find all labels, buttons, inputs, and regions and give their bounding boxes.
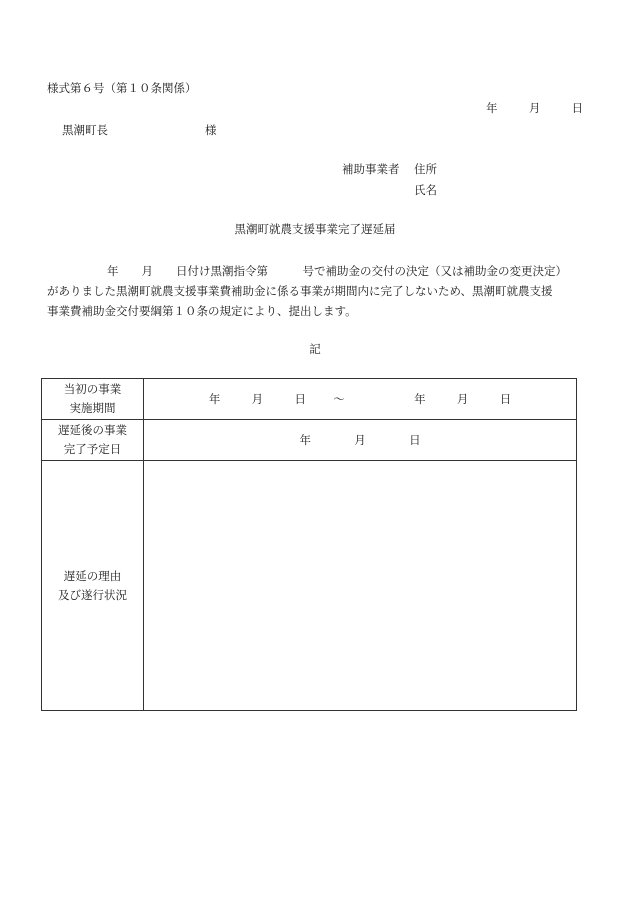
end-day: 日 — [499, 391, 512, 406]
delay-reason-field[interactable] — [144, 461, 577, 711]
ki-heading: 記 — [309, 342, 321, 356]
row-label-initial-period — [42, 379, 144, 420]
completion-month: 月 — [354, 432, 366, 447]
form-number: 様式第６号（第１０条関係） — [47, 81, 197, 95]
details-table — [41, 378, 577, 711]
completion-day: 日 — [409, 432, 421, 447]
document-title: 黒潮町就農支援事業完了遅延届 — [234, 222, 396, 236]
label-line: 完了予定日 — [63, 442, 122, 456]
end-month: 月 — [456, 391, 469, 406]
body-paragraph — [47, 261, 587, 321]
end-year: 年 — [414, 391, 426, 406]
completion-date-field[interactable] — [144, 420, 577, 461]
table-row — [42, 461, 577, 711]
row-label-completion-date — [42, 420, 144, 461]
body-line-2: がありました黒潮町就農支援事業費補助金に係る事業が期間内に完了しないため、黒潮町就農支援 — [47, 284, 553, 298]
initial-period-field[interactable] — [144, 379, 577, 420]
completion-year: 年 — [299, 432, 311, 447]
label-line: 及び遂行状況 — [58, 587, 127, 602]
label-line: 実施期間 — [69, 401, 116, 415]
addressee-honorific: 様 — [205, 123, 217, 137]
table-row — [42, 420, 577, 461]
row-label-delay-reason — [42, 461, 144, 711]
period-tilde: ～ — [333, 391, 345, 406]
date-year: 年 — [486, 101, 498, 115]
label-line: 当初の事業 — [63, 382, 122, 396]
addressee: 黒潮町長 — [62, 123, 108, 137]
applicant-label: 補助事業者 — [342, 162, 400, 176]
start-year: 年 — [208, 391, 221, 406]
applicant-name-label: 氏名 — [414, 183, 437, 197]
applicant-address-label: 住所 — [414, 162, 437, 176]
date-month: 月 — [528, 101, 541, 115]
start-day: 日 — [294, 391, 306, 406]
table-row — [42, 379, 577, 420]
date-day: 日 — [571, 101, 584, 115]
body-line-3: 事業費補助金交付要綱第１０条の規定により、提出します。 — [47, 304, 357, 318]
start-month: 月 — [251, 391, 264, 406]
label-line: 遅延後の事業 — [58, 423, 127, 437]
submission-date — [486, 100, 583, 116]
body-line-1: 年 月 日付け黒潮指令第 号で補助金の交付の決定（又は補助金の変更決定） — [107, 264, 567, 278]
label-line: 遅延の理由 — [63, 568, 122, 583]
